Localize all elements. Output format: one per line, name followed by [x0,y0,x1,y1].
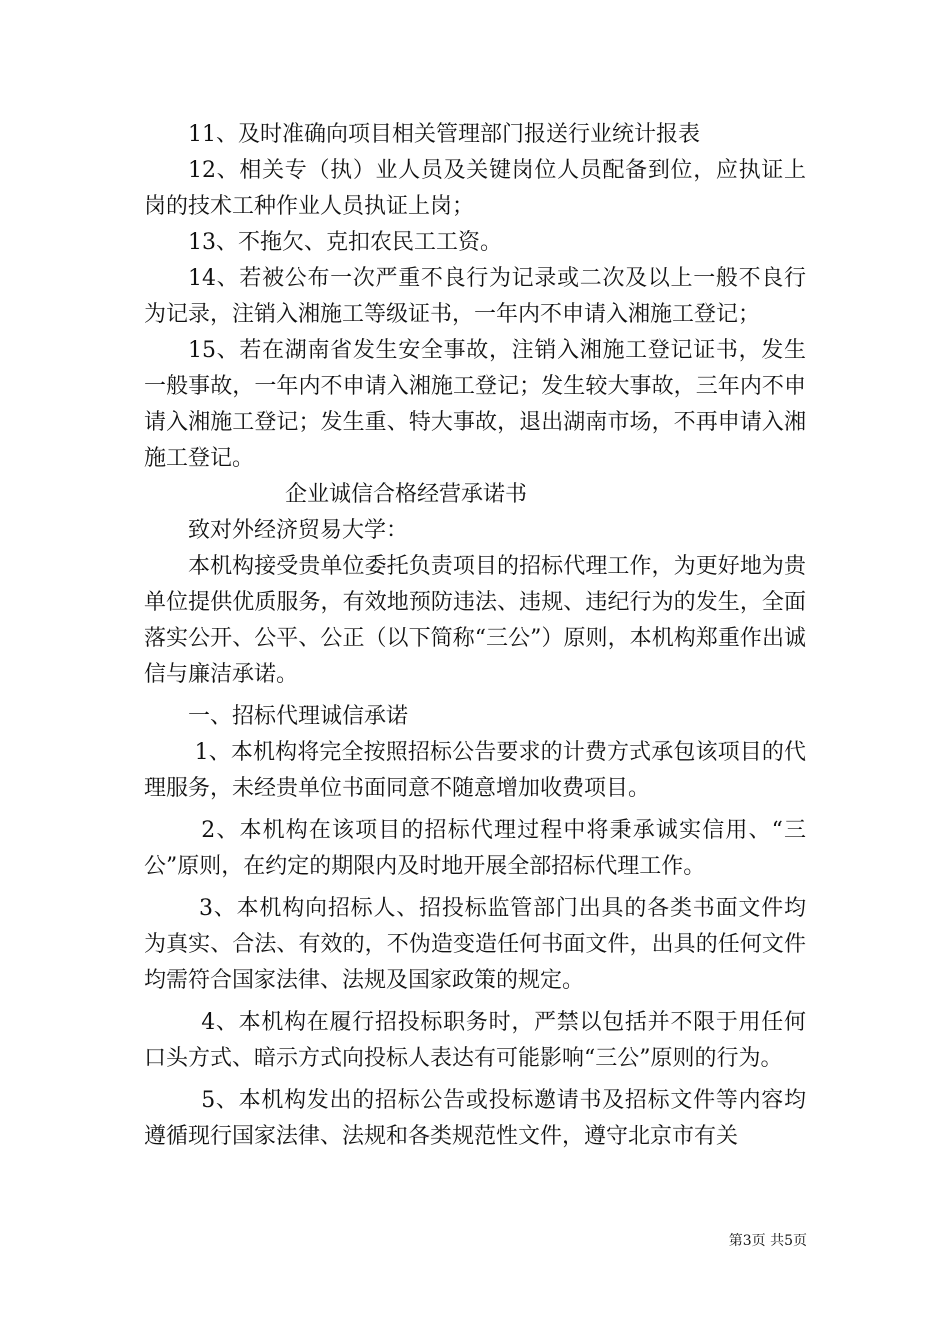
section-title: 企业诚信合格经营承诺书 [285,482,528,507]
commitment-item-4: 4、本机构在履行招投标职务时，严禁以包括并不限于用任何口头方式、暗示方式向投标人表达有可能影响“三公”原则的行为。 [144,1010,806,1071]
page-number-footer: 第3页 共5页 [728,1233,807,1249]
paragraph-item-11: 11、及时准确向项目相关管理部门报送行业统计报表 [188,122,700,147]
paragraph-item-13: 13、不拖欠、克扣农民工工资。 [188,230,502,255]
intro-paragraph: 本机构接受贵单位委托负责项目的招标代理工作，为更好地为贵单位提供优质服务，有效地预防违法、违规、违纪行为的发生，全面落实公开、公平、公正（以下简称“三公”）原则，本机构郑重作出诚信与廉洁承诺。 [144,554,806,687]
salutation: 致对外经济贸易大学： [188,518,409,543]
body-text [144,117,806,1155]
paragraph-item-14: 14、若被公布一次严重不良行为记录或二次及以上一般不良行为记录，注销入湘施工等级证书，一年内不申请入湘施工登记； [144,266,806,327]
commitment-item-1: 1、本机构将完全按照招标公告要求的计费方式承包该项目的代理服务，未经贵单位书面同意不随意增加收费项目。 [144,740,806,801]
paragraph-item-15: 15、若在湖南省发生安全事故，注销入湘施工登记证书，发生一般事故，一年内不申请入湘施工登记；发生较大事故，三年内不申请入湘施工登记；发生重、特大事故，退出湖南市场，不再申请入湘施工登记。 [144,338,806,471]
commitment-item-3: 3、本机构向招标人、招投标监管部门出具的各类书面文件均为真实、合法、有效的，不伪造变造任何书面文件，出具的任何文件均需符合国家法律、法规及国家政策的规定。 [144,896,806,993]
commitment-item-2: 2、本机构在该项目的招标代理过程中将秉承诚实信用、“三公”原则，在约定的期限内及时地开展全部招标代理工作。 [144,818,806,879]
commitment-item-5: 5、本机构发出的招标公告或投标邀请书及招标文件等内容均遵循现行国家法律、法规和各类规范性文件，遵守北京市有关 [144,1088,806,1149]
subsection-heading: 一、招标代理诚信承诺 [188,704,409,729]
paragraph-item-12: 12、相关专（执）业人员及关键岗位人员配备到位，应执证上岗的技术工种作业人员执证上岗； [144,158,806,219]
